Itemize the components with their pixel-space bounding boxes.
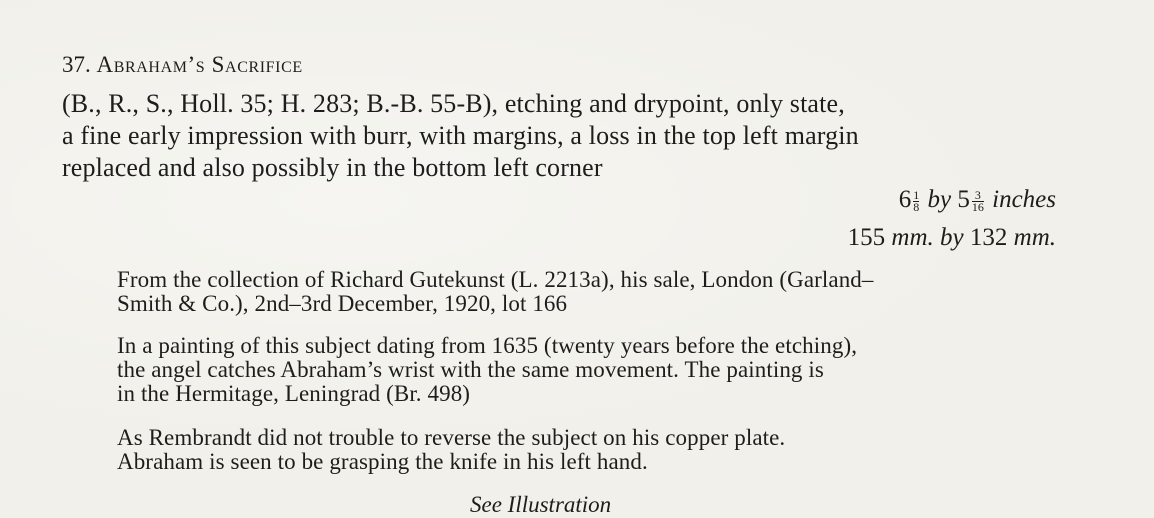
- provenance-note: [117, 268, 1067, 316]
- fraction-denominator: 8: [913, 199, 920, 214]
- mm-value-2: 132: [969, 224, 1008, 251]
- note-line: the angel catches Abraham’s wrist with the same movement. The painting is: [117, 357, 824, 382]
- note-line: Smith & Co.), 2nd–3rd December, 1920, lot 166: [117, 291, 568, 316]
- description-line: replaced and also possibly in the bottom left corner: [62, 153, 603, 182]
- entry-heading: [62, 50, 303, 80]
- mm-unit-2: mm.: [1013, 224, 1056, 251]
- mm-unit-1: mm. by: [891, 224, 964, 251]
- inches-whole-2: 5: [957, 186, 970, 213]
- fraction-numerator: 1: [913, 187, 920, 202]
- entry-number: 37.: [62, 52, 91, 77]
- note-line: As Rembrandt did not trouble to reverse the subject on his copper plate.: [117, 425, 786, 450]
- illustration-reference: See Illustration: [470, 492, 612, 517]
- note-line: in the Hermitage, Leningrad (Br. 498): [117, 381, 471, 406]
- reverse-note: [117, 426, 1067, 474]
- entry-title: Abraham’s Sacrifice: [96, 52, 303, 77]
- fraction-numerator: 3: [972, 190, 984, 202]
- inches-by: by: [927, 186, 952, 213]
- inches-whole-1: 6: [898, 186, 912, 213]
- note-line: In a painting of this subject dating from 1635 (twenty years before the etching),: [117, 333, 858, 358]
- entry-description: [62, 88, 1062, 184]
- note-line: Abraham is seen to be grasping the knife in his left hand.: [117, 449, 648, 474]
- fraction-denominator: 16: [971, 199, 984, 214]
- description-line: (B., R., S., Holl. 35; H. 283; B.-B. 55-B), etching and drypoint, only state,: [62, 89, 845, 118]
- inches-fraction-1: [913, 187, 920, 214]
- note-line: From the collection of Richard Gutekunst (L. 2213a), his sale, London (Garland–: [117, 267, 874, 292]
- inches-fraction-2: [971, 187, 984, 214]
- inches-unit: inches: [992, 186, 1056, 213]
- description-line: a fine early impression with burr, with margins, a loss in the top left margin: [62, 121, 859, 150]
- dimensions-inches: [899, 186, 1056, 214]
- painting-note: [117, 334, 1067, 406]
- dimensions-mm: [848, 224, 1056, 252]
- mm-value-1: 155: [847, 224, 886, 251]
